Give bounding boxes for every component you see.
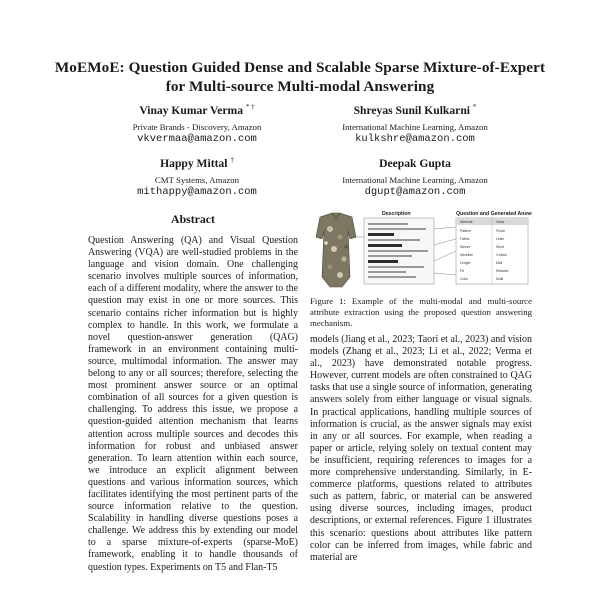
table-cell: Length [460,261,471,265]
table-header-attribute: Attribute [460,220,473,224]
description-label: Description [382,211,411,217]
author-marks: * † [245,103,255,111]
author-name: Vinay Kumar Verma [139,103,244,117]
table-cell: Fabric [460,237,470,241]
author-name: Deepak Gupta [379,156,451,170]
figure-caption: Figure 1: Example of the multi-modal and multi-source attribute extraction using the proposed question answering mechanism. [310,296,532,328]
author-email[interactable]: mithappy@amazon.com [137,185,257,198]
table-cell: Sleeve [460,245,471,249]
description-panel [356,211,456,284]
table-cell: Midi [496,261,503,265]
author-name: Happy Mittal [160,156,228,170]
title-line-1: MoEMoE: Question Guided Dense and Scalable Sparse Mixture-of-Expert [54,59,546,76]
intro-text: models (Jiang et al., 2023; Taori et al., 2023) and vision models (Zhang et al., 2023; Li et al., 2022; Verma et al., 2023) have demonstrated notable progress. However, current models are often constrained to QAG tasks that use a single source of information, generating answers solely from either language or visual signals. In practical applications, handling multiple sources of information is crucial, as the answer signals may exist in any or all sources. For example, when reading a paper or article, relying solely on textual content may be insufficient, requiring references to images for a more comprehensive understanding. Similarly, in E-commerce platforms, questions related to attributes such as pattern, fabric, or material can be answered using diverse sources, including images, product descriptions, or external references. Figure 1 illustrates this scenario: questions about attributes like pattern color can be inferred from images, while fabric and material are [310,334,532,563]
author-affiliation: International Machine Learning, Amazon [342,121,488,132]
author-email[interactable]: kulkshre@amazon.com [355,132,475,145]
table-cell: Neckline [460,253,474,257]
table-header-value: Value [496,220,505,224]
table-cell: Color [460,277,469,281]
dress-image [316,213,356,287]
author-affiliation: Private Brands - Discovery, Amazon [132,121,262,132]
abstract-text: Question Answering (QA) and Visual Question Answering (VQA) are well-studied problems in the language and vision domain. One challenging scenario involves multiple sources of information, each of a different modality, where the answer to the question may exist in one or more sources. This scenario contains richer information but is highly complex to handle. In this work, we formulate a novel question-answer generation (QAG) framework in an environment containing multi-source, multimodal information. The answer may belong to any or all sources; therefore, selecting the most prominent answer source or an optimal combination of all sources for a given question is challenging. To address this issue, we propose a question-guided attention mechanism that learns attention across multiple sources and decodes this information for robust and unbiased answer generation. To learn attention within each source, we introduce an explicit alignment between questions and various information sources, which facilitates identifying the most pertinent parts of the source information relative to the question. Scalability in handling diverse questions poses a challenge. We address this by extending our model to a sparse mixture-of-experts (sparse-MoE) framework, enabling it to handle thousands of question types. Experiments on T5 and Flan-T5 [88,235,298,573]
abstract-heading: Abstract [171,212,215,226]
table-cell: V-Neck [496,253,507,257]
author-marks: † [230,156,234,164]
table-cell: Floral [496,229,505,233]
author-email[interactable]: dgupt@amazon.com [364,185,466,198]
figure-graphic [310,207,532,291]
table-cell: Short [496,245,505,249]
author-name: Shreyas Sunil Kulkarni [353,103,470,117]
author-block [82,153,312,199]
author-marks: * [472,103,477,111]
author-block [300,153,530,199]
right-column-body [310,334,532,564]
author-affiliation: CMT Systems, Amazon [154,174,240,185]
qa-label: Question and Generated Answer [456,211,532,217]
figure-1 [310,207,532,291]
abstract-body [88,235,298,574]
table-cell: Fit [460,269,464,273]
table-cell: Relaxed [496,269,509,273]
table-cell: Linen [496,237,505,241]
title-line-2: for Multi-source Multi-modal Answering [165,78,435,95]
author-email[interactable]: vkvermaa@amazon.com [137,132,257,145]
table-cell: Pattern [460,229,471,233]
qa-table [456,211,532,284]
author-block [82,100,312,146]
author-block [300,100,530,146]
table-cell: Multi [496,277,504,281]
author-affiliation: International Machine Learning, Amazon [342,174,488,185]
paper-title [40,58,560,96]
